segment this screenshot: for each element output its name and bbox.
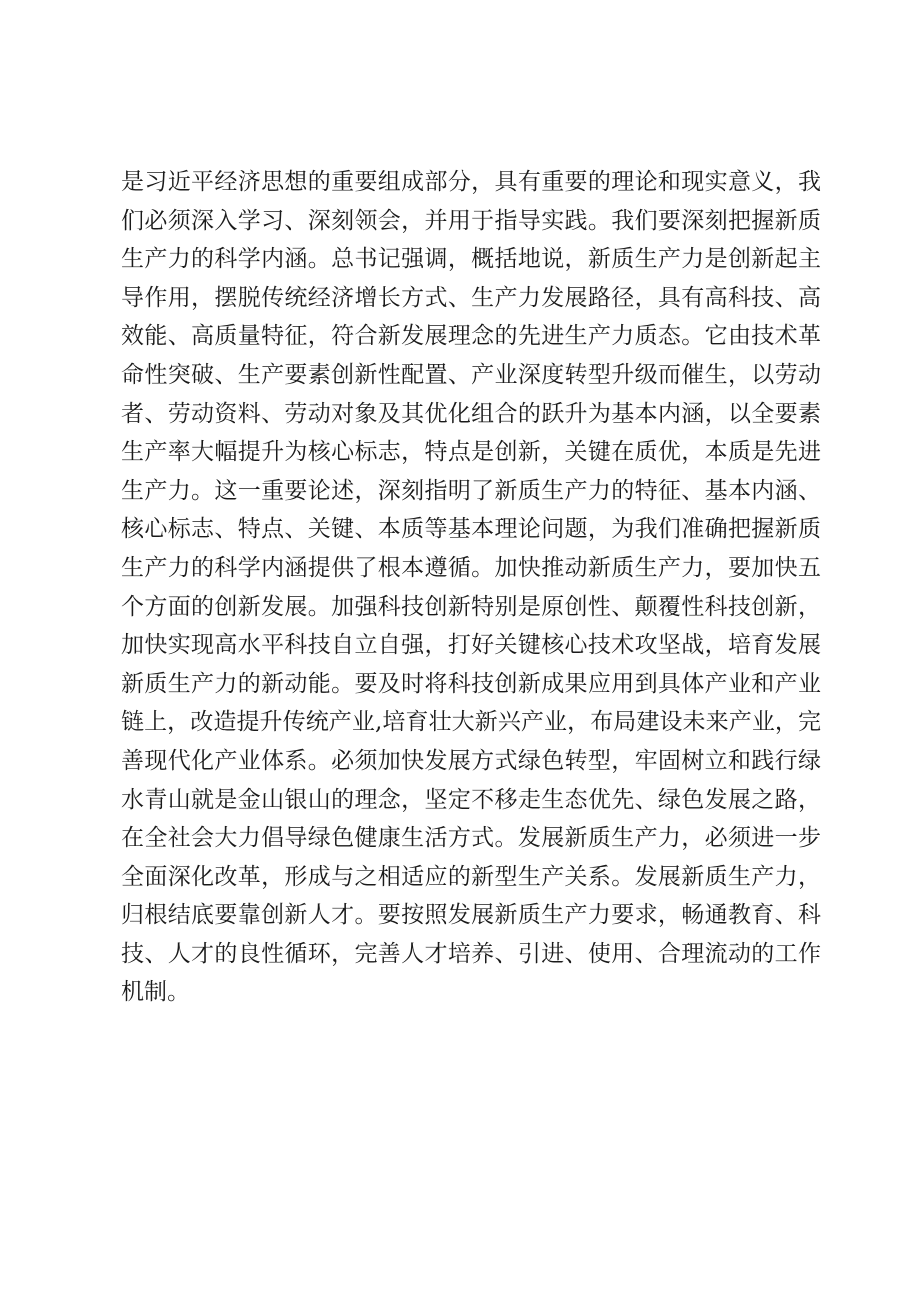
body-paragraph <box>121 163 821 1012</box>
paragraph-line: 命性突破、生产要素创新性配置、产业深度转型升级而催生，以劳动 <box>121 361 821 388</box>
paragraph-line: 们必须深入学习、深刻领会，并用于指导实践。我们要深刻把握新质 <box>121 207 821 234</box>
paragraph-line: 全面深化改革，形成与之相适应的新型生产关系。发展新质生产力， <box>121 863 821 890</box>
paragraph-line: 生产力的科学内涵。总书记强调，概括地说，新质生产力是创新起主 <box>121 246 821 273</box>
paragraph-line: 归根结底要靠创新人才。要按照发展新质生产力要求，畅通教育、科 <box>121 902 821 929</box>
paragraph-line: 水青山就是金山银山的理念，坚定不移走生态优先、绿色发展之路， <box>121 786 821 813</box>
paragraph-line: 机制。 <box>121 979 190 1006</box>
paragraph-line: 个方面的创新发展。加强科技创新特别是原创性、颠覆性科技创新， <box>121 593 821 620</box>
paragraph-line: 在全社会大力倡导绿色健康生活方式。发展新质生产力，必须进一步 <box>121 825 821 852</box>
paragraph-line: 新质生产力的新动能。要及时将科技创新成果应用到具体产业和产业 <box>121 670 821 697</box>
paragraph-line: 是习近平经济思想的重要组成部分，具有重要的理论和现实意义，我 <box>121 169 821 195</box>
paragraph-line: 效能、高质量特征，符合新发展理念的先进生产力质态。它由技术革 <box>121 323 821 350</box>
paragraph-line: 者、劳动资料、劳动对象及其优化组合的跃升为基本内涵，以全要素 <box>121 400 821 427</box>
paragraph-line: 核心标志、特点、关键、本质等基本理论问题，为我们准确把握新质 <box>121 516 821 543</box>
paragraph-line: 加快实现高水平科技自立自强，打好关键核心技术攻坚战，培育发展 <box>121 632 821 659</box>
paragraph-line: 导作用，摆脱传统经济增长方式、生产力发展路径，具有高科技、高 <box>121 284 821 311</box>
paragraph-line: 链上，改造提升传统产业,培育壮大新兴产业，布局建设未来产业，完 <box>121 709 821 736</box>
paragraph-line: 生产率大幅提升为核心标志，特点是创新，关键在质优，本质是先进 <box>121 439 821 466</box>
paragraph-line: 善现代化产业体系。必须加快发展方式绿色转型，牢固树立和践行绿 <box>121 747 821 774</box>
paragraph-line: 生产力的科学内涵提供了根本遵循。加快推动新质生产力，要加快五 <box>121 554 821 581</box>
paragraph-line: 生产力。这一重要论述，深刻指明了新质生产力的特征、基本内涵、 <box>121 477 821 504</box>
paragraph-line: 技、人才的良性循环，完善人才培养、引进、使用、合理流动的工作 <box>121 940 821 967</box>
